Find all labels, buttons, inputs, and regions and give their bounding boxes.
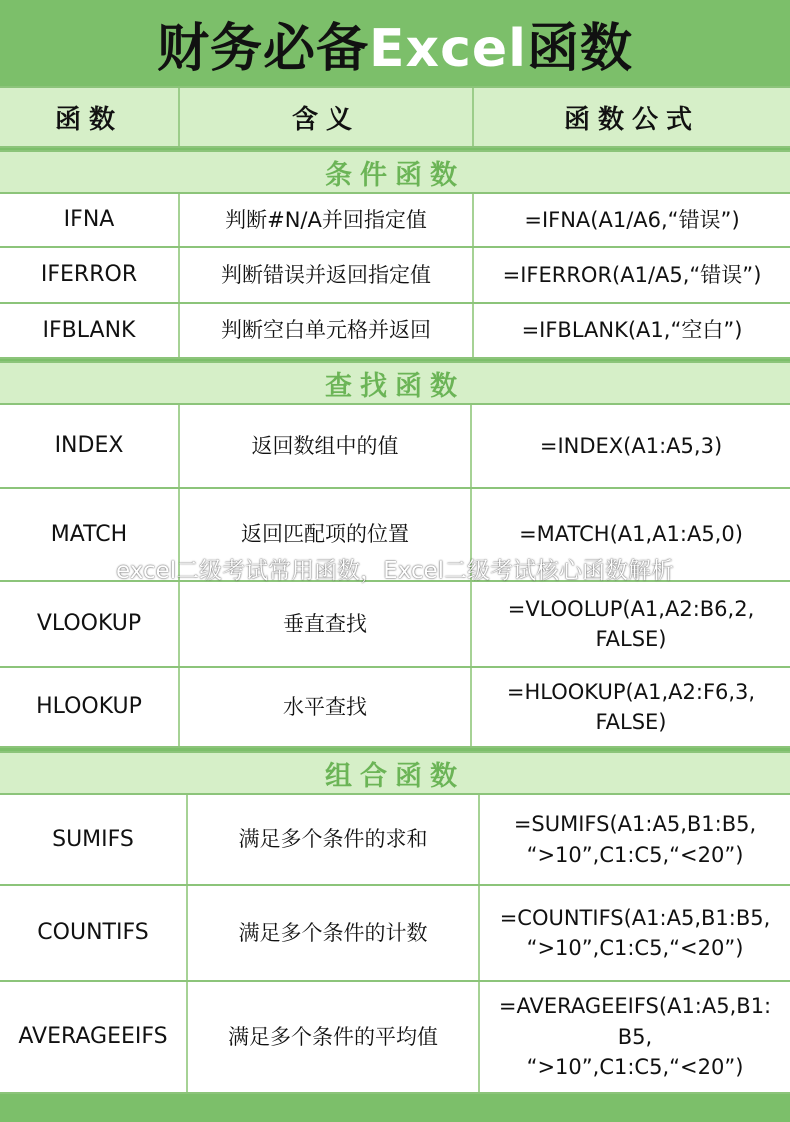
footer-bar <box>0 1094 790 1122</box>
function-name-cell: IFBLANK <box>42 317 136 343</box>
section-header <box>0 361 790 405</box>
meaning-cell: 垂直查找 <box>178 582 470 666</box>
title-prefix: 财务必备 <box>156 18 369 79</box>
formula-cell: =AVERAGEEIFS(A1:A5,B1: B5, “>10”,C1:C5,“<20”) <box>478 982 790 1092</box>
function-name-cell: COUNTIFS <box>37 920 149 946</box>
formula-cell: =IFBLANK(A1,“空白”) <box>472 304 790 357</box>
table-row <box>0 248 790 304</box>
title-highlight: Excel <box>369 18 527 79</box>
section-label: 组合函数 <box>325 760 465 792</box>
table-row <box>0 304 790 359</box>
table-header <box>0 86 790 148</box>
column-header-formula: 函数公式 <box>472 88 790 146</box>
table-row <box>0 886 790 982</box>
function-name-cell: IFERROR <box>40 262 138 288</box>
section-header <box>0 150 790 194</box>
meaning-cell: 满足多个条件的计数 <box>186 886 478 980</box>
table-row <box>0 795 790 886</box>
formula-cell: =SUMIFS(A1:A5,B1:B5, “>10”,C1:C5,“<20”) <box>478 795 790 884</box>
function-name-cell: IFNA <box>63 207 115 233</box>
table-row <box>0 668 790 748</box>
function-name-cell: VLOOKUP <box>36 611 142 637</box>
column-header-func: 函数 <box>54 104 123 135</box>
section-header <box>0 751 790 795</box>
function-name-cell: AVERAGEEIFS <box>18 1024 168 1050</box>
page-title <box>157 6 633 81</box>
table-row <box>0 405 790 489</box>
formula-cell: =IFNA(A1/A6,“错误”) <box>472 194 790 246</box>
function-name-cell: MATCH <box>50 521 128 547</box>
meaning-cell: 返回匹配项的位置 <box>178 489 470 580</box>
table-row <box>0 582 790 668</box>
meaning-cell: 满足多个条件的平均值 <box>186 982 478 1092</box>
column-header-meaning: 含义 <box>178 88 472 146</box>
table-row <box>0 982 790 1094</box>
meaning-cell: 水平查找 <box>178 668 470 746</box>
formula-cell: =COUNTIFS(A1:A5,B1:B5, “>10”,C1:C5,“<20”) <box>478 886 790 980</box>
function-name-cell: HLOOKUP <box>36 694 142 720</box>
formula-cell: =IFERROR(A1/A5,“错误”) <box>472 248 790 302</box>
formula-cell: =HLOOKUP(A1,A2:F6,3, FALSE) <box>470 668 790 746</box>
formula-cell: =VLOOLUP(A1,A2:B6,2, FALSE) <box>470 582 790 666</box>
function-name-cell: SUMIFS <box>52 826 134 852</box>
meaning-cell: 判断#N/A并回指定值 <box>178 194 472 246</box>
table-row <box>0 489 790 582</box>
meaning-cell: 满足多个条件的求和 <box>186 795 478 884</box>
title-suffix: 函数 <box>526 18 633 79</box>
meaning-cell: 判断空白单元格并返回 <box>178 304 472 357</box>
formula-cell: =INDEX(A1:A5,3) <box>470 405 790 487</box>
meaning-cell: 返回数组中的值 <box>178 405 470 487</box>
table-row <box>0 194 790 248</box>
watermark-caption: excel二级考试常用函数，Excel二级考试核心函数解析 <box>115 558 675 584</box>
section-label: 条件函数 <box>325 159 465 191</box>
meaning-cell: 判断错误并返回指定值 <box>178 248 472 302</box>
section-label: 查找函数 <box>325 370 465 402</box>
formula-cell: =MATCH(A1,A1:A5,0) <box>470 489 790 580</box>
title-bar <box>0 0 790 86</box>
function-name-cell: INDEX <box>54 433 124 459</box>
